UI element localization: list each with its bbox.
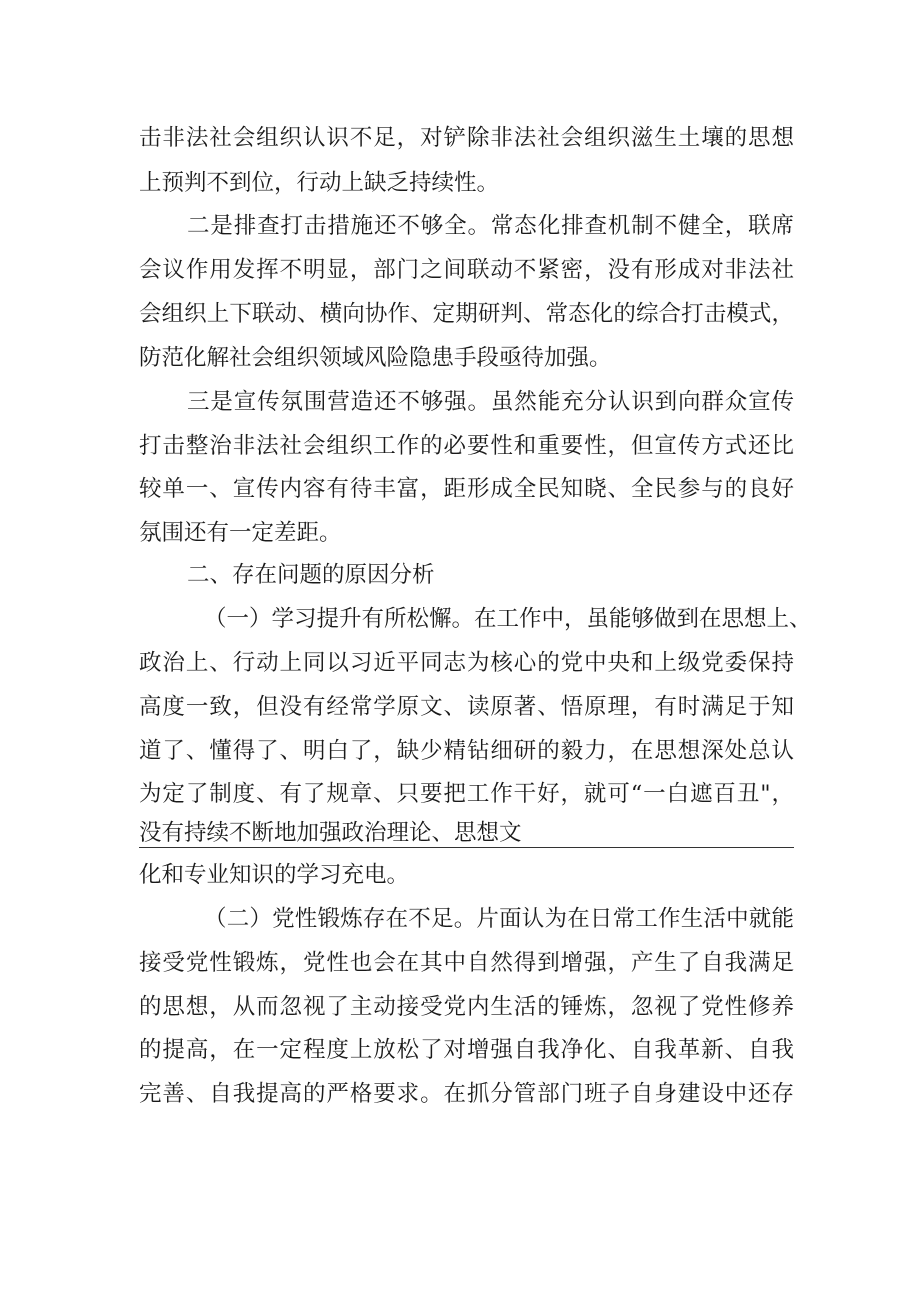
body-text-line: 为定了制度、有了规章、只要把工作干好，就可“一白遮百丑"， <box>139 781 794 807</box>
section-heading: 二、存在问题的原因分析 <box>187 562 435 588</box>
body-text-line: 会组织上下联动、横向协作、定期研判、常态化的综合打击模式， <box>139 301 794 327</box>
body-text-line: 防范化解社会组织领域风险隐患手段亟待加强。 <box>139 345 612 371</box>
body-text-line: 化和专业知识的学习充电。 <box>139 862 410 888</box>
body-text-line: 击非法社会组织认识不足，对铲除非法社会组织滋生土壤的思想 <box>139 125 794 151</box>
body-text-line: 较单一、宣传内容有待丰富，距形成全民知晓、全民参与的良好 <box>139 476 794 502</box>
paragraph-first-line: 三是宣传氛围营造还不够强。虽然能充分认识到向群众宣传 <box>187 389 794 415</box>
body-text-line: 会议作用发挥不明显，部门之间联动不紧密，没有形成对非法社 <box>139 257 794 283</box>
body-text-line: 完善、自我提高的严格要求。在抓分管部门班子自身建设中还存 <box>139 1081 794 1107</box>
paragraph-first-line: （二）党性锻炼存在不足。片面认为在日常工作生活中就能 <box>204 906 794 932</box>
body-text-line: 接受党性锻炼，党性也会在其中自然得到增强，产生了自我满足 <box>139 950 794 976</box>
paragraph-first-line: 二是排查打击措施还不够全。常态化排查机制不健全，联席 <box>187 213 794 239</box>
body-text-line: 的思想，从而忽视了主动接受党内生活的锤炼，忽视了党性修养 <box>139 994 794 1020</box>
body-text-line: 上预判不到位，行动上缺乏持续性。 <box>139 170 500 196</box>
body-text-line: 没有持续不断地加强政治理论、思想文 <box>139 820 522 846</box>
body-text-line: 道了、懂得了、明白了，缺少精钻细研的毅力，在思想深处总认 <box>139 738 794 764</box>
body-text-line: 高度一致，但没有经常学原文、读原著、悟原理，有时满足于知 <box>139 694 794 720</box>
paragraph-first-line: （一）学习提升有所松懈。在工作中，虽能够做到在思想上、 <box>204 606 812 632</box>
body-text-line: 的提高，在一定程度上放松了对增强自我净化、自我革新、自我 <box>139 1037 794 1063</box>
body-text-line: 氛围还有一定差距。 <box>139 520 342 546</box>
page-break-divider <box>139 847 794 848</box>
body-text-line: 打击整治非法社会组织工作的必要性和重要性，但宣传方式还比 <box>139 433 794 459</box>
body-text-line: 政治上、行动上同以习近平同志为核心的党中央和上级党委保持 <box>139 650 794 676</box>
